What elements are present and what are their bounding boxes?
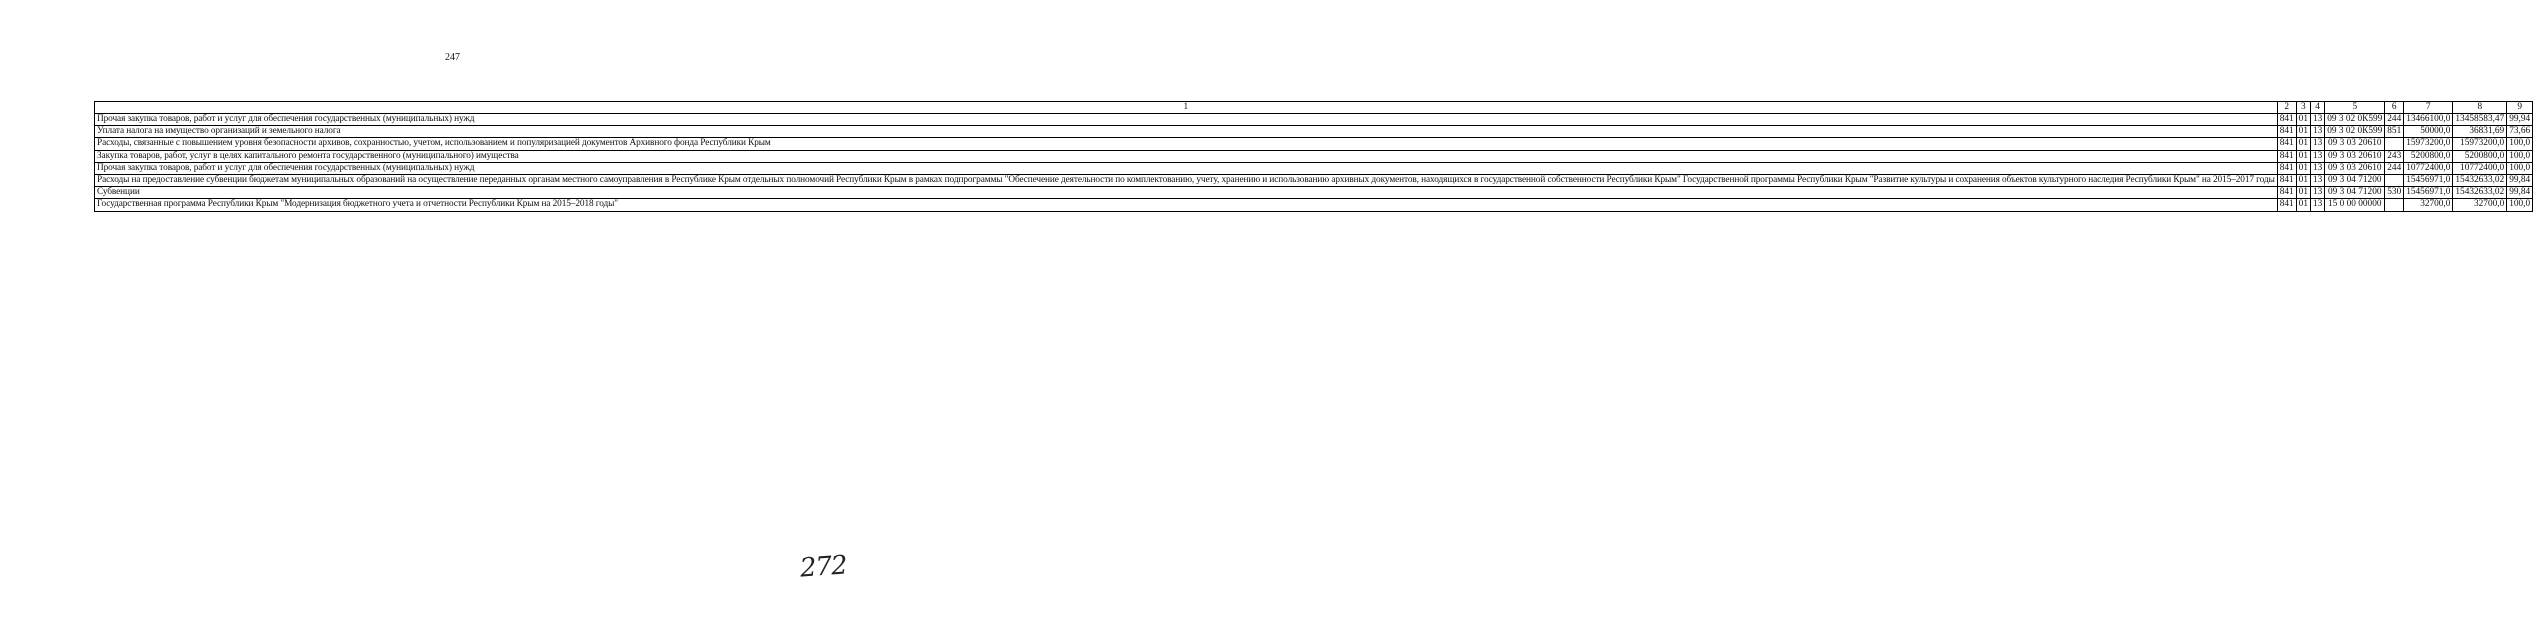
row-subsection-code: 13 <box>2310 150 2324 162</box>
row-expense-type <box>2385 175 2404 187</box>
row-target-article: 09 3 04 71200 <box>2325 187 2385 199</box>
row-ministry-code: 841 <box>2277 126 2296 138</box>
row-executed-amount: 13458583,47 <box>2453 114 2507 126</box>
row-executed-amount: 32700,0 <box>2453 199 2507 211</box>
header-col-9: 9 <box>2507 102 2533 114</box>
table-row <box>95 187 2533 199</box>
row-executed-amount: 15432633,02 <box>2453 175 2507 187</box>
table-row <box>95 199 2533 211</box>
row-section-code: 01 <box>2296 126 2310 138</box>
row-executed-amount: 36831,69 <box>2453 126 2507 138</box>
row-execution-percent: 100,0 <box>2507 138 2533 150</box>
table-row <box>95 150 2533 162</box>
row-section-code: 01 <box>2296 187 2310 199</box>
header-row <box>95 102 2533 114</box>
row-ministry-code: 841 <box>2277 162 2296 174</box>
row-subsection-code: 13 <box>2310 126 2324 138</box>
row-target-article: 09 3 04 71200 <box>2325 175 2385 187</box>
row-expense-type: 243 <box>2385 150 2404 162</box>
row-execution-percent: 73,66 <box>2507 126 2533 138</box>
row-expense-type <box>2385 138 2404 150</box>
row-subsection-code: 13 <box>2310 187 2324 199</box>
row-executed-amount: 15973200,0 <box>2453 138 2507 150</box>
row-planned-amount: 13466100,0 <box>2404 114 2453 126</box>
row-description: Прочая закупка товаров, работ и услуг для обеспечения государственных (муниципальных) нужд <box>95 162 2278 174</box>
header-col-3: 3 <box>2296 102 2310 114</box>
budget-table <box>94 101 2533 212</box>
row-ministry-code: 841 <box>2277 187 2296 199</box>
row-ministry-code: 841 <box>2277 199 2296 211</box>
row-executed-amount: 15432633,02 <box>2453 187 2507 199</box>
row-section-code: 01 <box>2296 162 2310 174</box>
row-executed-amount: 5200800,0 <box>2453 150 2507 162</box>
row-planned-amount: 15456971,0 <box>2404 187 2453 199</box>
row-section-code: 01 <box>2296 199 2310 211</box>
row-target-article: 09 3 02 0К599 <box>2325 126 2385 138</box>
row-section-code: 01 <box>2296 175 2310 187</box>
row-section-code: 01 <box>2296 150 2310 162</box>
row-execution-percent: 99,84 <box>2507 187 2533 199</box>
row-planned-amount: 15973200,0 <box>2404 138 2453 150</box>
row-target-article: 09 3 03 20610 <box>2325 138 2385 150</box>
row-expense-type: 244 <box>2385 162 2404 174</box>
row-description: Уплата налога на имущество организаций и земельного налога <box>95 126 2278 138</box>
row-target-article: 09 3 03 20610 <box>2325 162 2385 174</box>
table-row <box>95 114 2533 126</box>
row-execution-percent: 99,94 <box>2507 114 2533 126</box>
header-col-5: 5 <box>2325 102 2385 114</box>
header-col-2: 2 <box>2277 102 2296 114</box>
header-col-1: 1 <box>95 102 2278 114</box>
row-description: Закупка товаров, работ, услуг в целях капитального ремонта государственного (муниципального) имущества <box>95 150 2278 162</box>
row-subsection-code: 13 <box>2310 162 2324 174</box>
row-expense-type: 851 <box>2385 126 2404 138</box>
table-row <box>95 138 2533 150</box>
handwritten-page-number: 272 <box>799 550 848 584</box>
row-executed-amount: 10772400,0 <box>2453 162 2507 174</box>
row-target-article: 09 3 03 20610 <box>2325 150 2385 162</box>
row-planned-amount: 50000,0 <box>2404 126 2453 138</box>
row-expense-type: 244 <box>2385 114 2404 126</box>
row-execution-percent: 100,0 <box>2507 162 2533 174</box>
row-ministry-code: 841 <box>2277 150 2296 162</box>
row-execution-percent: 100,0 <box>2507 150 2533 162</box>
header-col-6: 6 <box>2385 102 2404 114</box>
row-subsection-code: 13 <box>2310 199 2324 211</box>
row-subsection-code: 13 <box>2310 138 2324 150</box>
row-section-code: 01 <box>2296 138 2310 150</box>
row-target-article: 09 3 02 0К599 <box>2325 114 2385 126</box>
row-planned-amount: 15456971,0 <box>2404 175 2453 187</box>
header-col-7: 7 <box>2404 102 2453 114</box>
row-section-code: 01 <box>2296 114 2310 126</box>
row-description: Расходы, связанные с повышением уровня безопасности архивов, сохранностью, учетом, использованием и популяризацией документов Архивного фонда Республики Крым <box>95 138 2278 150</box>
row-ministry-code: 841 <box>2277 175 2296 187</box>
table-row <box>95 162 2533 174</box>
row-ministry-code: 841 <box>2277 114 2296 126</box>
row-description: Субвенции <box>95 187 2278 199</box>
row-execution-percent: 100,0 <box>2507 199 2533 211</box>
row-subsection-code: 13 <box>2310 175 2324 187</box>
row-planned-amount: 32700,0 <box>2404 199 2453 211</box>
row-planned-amount: 5200800,0 <box>2404 150 2453 162</box>
row-description: Прочая закупка товаров, работ и услуг для обеспечения государственных (муниципальных) нужд <box>95 114 2278 126</box>
table-row <box>95 126 2533 138</box>
row-execution-percent: 99,84 <box>2507 175 2533 187</box>
row-planned-amount: 10772400,0 <box>2404 162 2453 174</box>
row-subsection-code: 13 <box>2310 114 2324 126</box>
row-description: Государственная программа Республики Крым "Модернизация бюджетного учета и отчетности Республики Крым на 2015–2018 годы" <box>95 199 2278 211</box>
row-target-article: 15 0 00 00000 <box>2325 199 2385 211</box>
table-row <box>95 175 2533 187</box>
row-expense-type: 530 <box>2385 187 2404 199</box>
header-col-8: 8 <box>2453 102 2507 114</box>
row-description: Расходы на предоставление субвенции бюджетам муниципальных образований на осуществление переданных органам местного самоуправления в Республике Крым отдельных полномочий Республики Крым в рамках подпрограммы "Обеспечение деятельности по комплектованию, учету, хранению и использованию архивных документов, находящихся в государственной собственности Республики Крым" Государственной программы Республики Крым "Развитие культуры и сохранения объектов культурного наследия Республики Крым" на 2015–2017 годы <box>95 175 2278 187</box>
row-ministry-code: 841 <box>2277 138 2296 150</box>
row-expense-type <box>2385 199 2404 211</box>
header-col-4: 4 <box>2310 102 2324 114</box>
page-number: 247 <box>445 52 460 63</box>
